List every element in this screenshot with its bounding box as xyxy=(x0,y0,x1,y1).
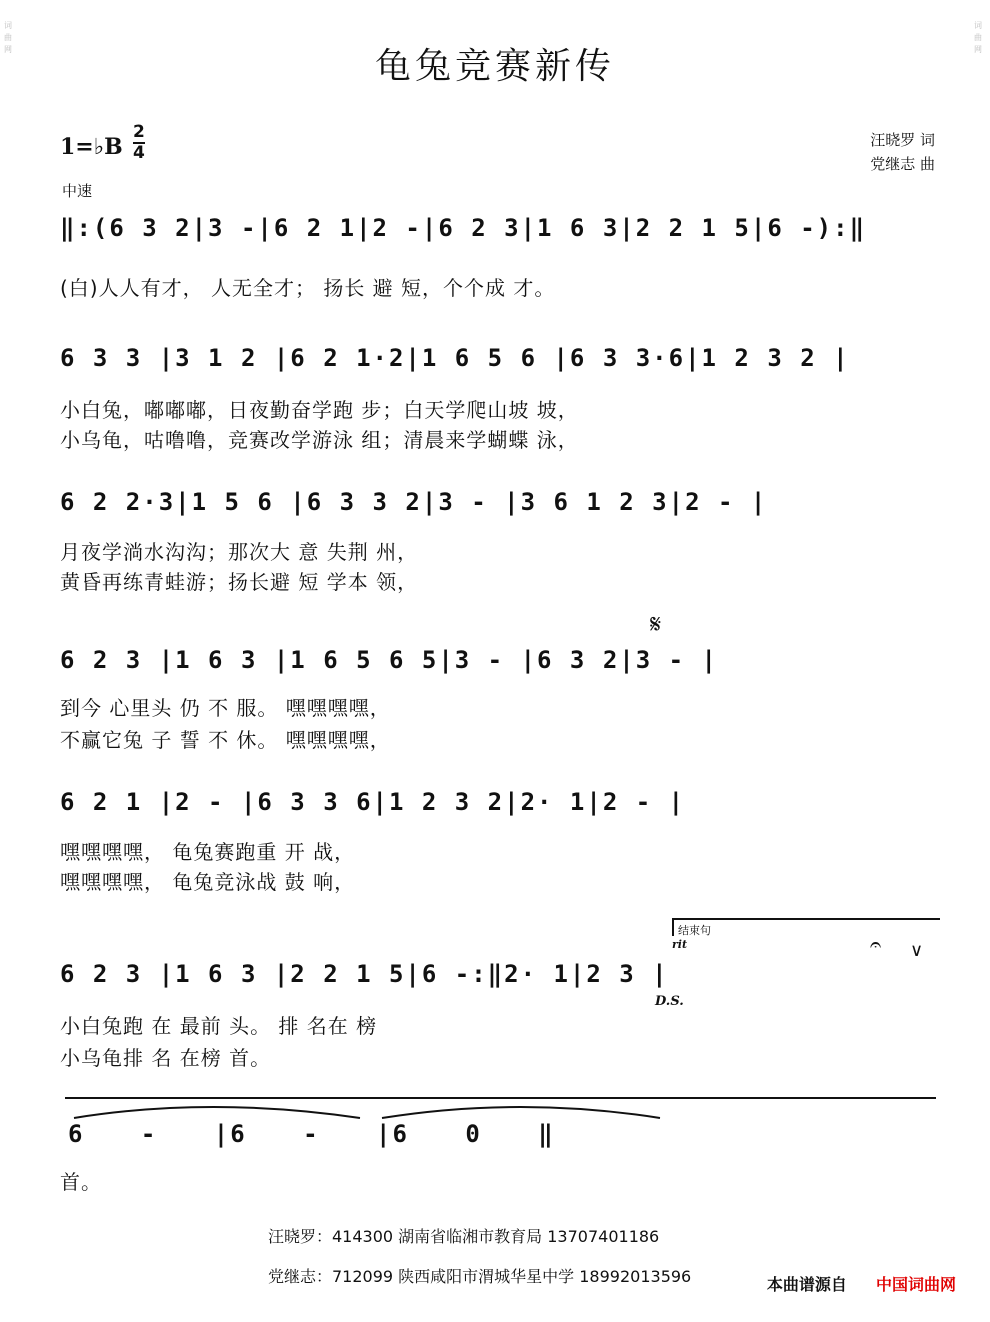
key-signature: 1=♭B xyxy=(60,134,123,160)
notation-line-7: 6 - |6 - |6 0 ‖ xyxy=(68,1120,555,1148)
lyric-line-3a: 月夜学淌水沟沟；那次大 意 失荆 州， xyxy=(60,540,419,564)
lyric-line-4b: 不赢它兔 子 誓 不 休。 嘿嘿嘿嘿， xyxy=(60,728,391,752)
notation-line-6: 6 2 3 |1 6 3 |2 2 1 5|6 -:‖2· 1|2 3 | xyxy=(60,960,669,988)
rit-marking: rit xyxy=(672,938,688,951)
tie-arc-2 xyxy=(382,1107,660,1118)
contact-composer: 党继志：712099 陕西咸阳市渭城华星中学 18992013596 xyxy=(268,1267,692,1286)
lyric-line-2a: 小白兔，嘟嘟嘟，日夜勤奋学跑 步；白天学爬山坡 坡， xyxy=(60,398,579,422)
lyric-line-6b: 小乌龟排 名 在榜 首。 xyxy=(60,1046,272,1070)
tempo-marking: 中速 xyxy=(62,182,93,200)
watermark-left: 词 曲 网 xyxy=(4,21,12,54)
composer-credit: 党继志 曲 xyxy=(870,155,935,173)
time-signature: 2 4 xyxy=(133,122,145,163)
source-site-link[interactable]: 中国词曲网 xyxy=(875,1275,956,1294)
lyricist-credit: 汪晓罗 词 xyxy=(870,131,935,149)
lyric-line-4a: 到今 心里头 仍 不 服。 嘿嘿嘿嘿， xyxy=(60,696,391,720)
ds-marking: D.S. xyxy=(655,994,684,1009)
notation-line-4: 6 2 3 |1 6 3 |1 6 5 6 5|3 - |6 3 2|3 - | xyxy=(60,646,718,674)
breath-mark: ∨ xyxy=(910,940,924,961)
ending-label: 结束句 xyxy=(678,924,711,937)
tie-arc-1 xyxy=(74,1107,360,1118)
contact-lyricist: 汪晓罗：414300 湖南省临湘市教育局 13707401186 xyxy=(268,1227,660,1246)
source-note xyxy=(767,1272,956,1295)
lyric-line-5a: 嘿嘿嘿嘿， 龟兔赛跑重 开 战， xyxy=(60,840,356,864)
source-prefix: 本曲谱源自 xyxy=(766,1275,847,1294)
lyric-line-6a: 小白兔跑 在 最前 头。 排 名在 榜 xyxy=(60,1014,378,1038)
notation-line-2: 6 3 3 |3 1 2 |6 2 1·2|1 6 5 6 |6 3 3·6|1 2 3 2 | xyxy=(60,344,850,372)
ending-bracket xyxy=(672,918,940,936)
lyric-line-1a: (白)人人有才， 人无全才； 扬长 避 短，个个成 才。 xyxy=(60,276,556,300)
lyric-line-7a: 首。 xyxy=(60,1170,102,1194)
lyric-line-3b: 黄昏再练青蛙游；扬长避 短 学本 领， xyxy=(60,570,419,594)
segno-sign: 𝄋 xyxy=(650,610,662,640)
lyric-line-2b: 小乌龟，咕噜噜，竞赛改学游泳 组；清晨来学蝴蝶 泳， xyxy=(60,428,579,452)
watermark-right: 词 曲 网 xyxy=(974,21,982,54)
notation-line-1: ‖:(6 3 2|3 -|6 2 1|2 -|6 2 3|1 6 3|2 2 1 5|6 -):‖ xyxy=(60,214,867,242)
notation-line-5: 6 2 1 |2 - |6 3 3 6|1 2 3 2|2· 1|2 - | xyxy=(60,788,686,816)
lyric-line-5b: 嘿嘿嘿嘿， 龟兔竞泳战 鼓 响， xyxy=(60,870,356,894)
fermata-sign: 𝄐 xyxy=(870,932,882,956)
credits xyxy=(870,128,935,176)
notation-line-3: 6 2 2·3|1 5 6 |6 3 3 2|3 - |3 6 1 2 3|2 - | xyxy=(60,488,768,516)
page-title: 龟兔竞赛新传 xyxy=(374,46,615,87)
